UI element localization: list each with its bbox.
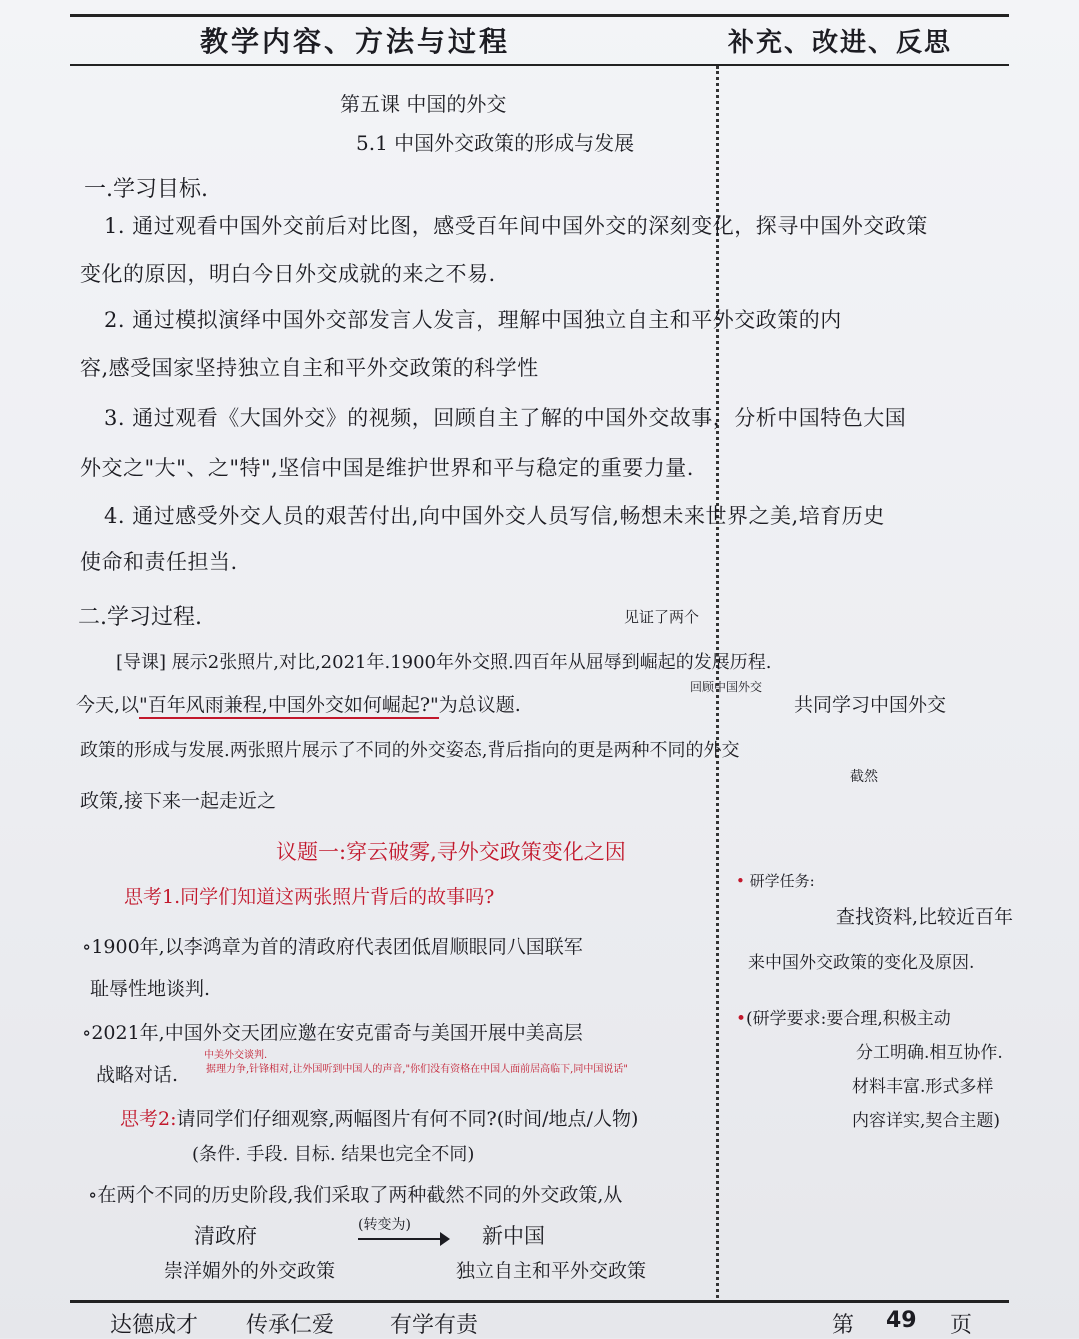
lead-line-2-end: 共同学习中国外交 — [794, 694, 947, 716]
research-task-bullet: • — [736, 872, 745, 890]
footer-slogan-1: 达德成才 — [110, 1313, 199, 1338]
objective-4-line-2: 使命和责任担当. — [80, 550, 238, 574]
bullet-policy-change-text: 在两个不同的历史阶段,我们采取了两种截然不同的外交政策,从 — [97, 1184, 623, 1206]
footer-page-prefix: 第 — [832, 1313, 855, 1338]
think-1-text: 思考1.同学们知道这两张照片背后的故事吗? — [124, 886, 495, 908]
objective-1-line-1: 1. 通过观看中国外交前后对比图，感受百年间中国外交的深刻变化，探寻中国外交政策 — [104, 214, 928, 238]
objective-1-line-2: 变化的原因，明白今日外交成就的来之不易. — [80, 262, 496, 286]
bullet-2021-text: 2021年,中国外交天团应邀在安克雷奇与美国开展中美高层 — [91, 1022, 583, 1044]
lesson-subtitle: 5.1 中国外交政策的形成与发展 — [356, 131, 635, 155]
think-2-answer: (条件. 手段. 目标. 结果也完全不同) — [192, 1144, 475, 1165]
lead-line-2-suffix: 为总议题. — [438, 694, 521, 716]
research-req-line-4: 内容详实,契合主题) — [852, 1111, 1001, 1131]
arrow-label: (转变为) — [358, 1217, 411, 1233]
bullet-1900-line-2: 耻辱性地谈判. — [90, 978, 211, 1000]
bullet-2021-annotation: 据理力争,针锋相对,让外国听到中国人的声音,"你们没有资格在中国人面前居高临下,同中国说话" — [206, 1064, 628, 1075]
transition-arrow-line — [358, 1238, 444, 1240]
objective-3-line-2: 外交之"大"、之"特",坚信中国是维护世界和平与稳定的重要力量. — [80, 456, 694, 480]
research-task-line-1: 查找资料,比较近百年 — [836, 906, 1014, 928]
footer-rule — [70, 1300, 1009, 1303]
bullet-2021-line-2: 战略对话. — [96, 1064, 179, 1086]
lead-line-2 — [76, 690, 521, 717]
footer-page-number: 49 — [886, 1308, 917, 1333]
margin-note-witness: 见证了两个 — [624, 608, 700, 626]
objective-2-line-1: 2. 通过模拟演绎中国外交部发言人发言，理解中国独立自主和平外交政策的内 — [104, 308, 842, 332]
header-left-title: 教学内容、方法与过程 — [200, 25, 511, 58]
left-government: 清政府 — [194, 1224, 257, 1248]
lead-line-4: 政策,接下来一起走近之 — [80, 790, 277, 812]
header-right-title: 补充、改进、反思 — [728, 28, 953, 58]
transition-arrow-head — [440, 1232, 450, 1246]
footer-slogan-3: 有学有责 — [390, 1313, 479, 1338]
header-top-rule — [70, 14, 1009, 17]
lesson-title: 第五课 中国的外交 — [340, 92, 507, 116]
right-policy: 独立自主和平外交政策 — [456, 1260, 647, 1282]
research-req-line-3: 材料丰富.形式多样 — [852, 1077, 994, 1097]
objective-3-line-1: 3. 通过观看《大国外交》的视频，回顾自主了解的中国外交故事，分析中国特色大国 — [104, 406, 907, 430]
objective-2-line-2: 容,感受国家坚持独立自主和平外交政策的科学性 — [80, 356, 539, 380]
lead-line-1: [导课] 展示2张照片,对比,2021年.1900年外交照.四百年从屈辱到崛起的发展历程. — [116, 652, 772, 673]
bullet-2021-line-1: ∘2021年,中国外交天团应邀在安克雷奇与美国开展中美高层 — [82, 1022, 583, 1044]
think-1 — [124, 882, 494, 909]
bullet-1900-text: 1900年,以李鸿章为首的清政府代表团低眉顺眼同八国联军 — [91, 936, 583, 958]
footer-page-suffix: 页 — [950, 1313, 973, 1338]
process-heading: 二.学习过程. — [78, 605, 202, 630]
objective-4-line-1: 4. 通过感受外交人员的艰苦付出,向中国外交人员写信,畅想未来世界之美,培育历史 — [104, 504, 885, 528]
lead-insertion: 截然 — [850, 769, 878, 785]
bullet-1900-line-1: ∘1900年,以李鸿章为首的清政府代表团低眉顺眼同八国联军 — [82, 936, 583, 958]
research-task-heading — [736, 870, 815, 891]
objectives-heading: 一.学习目标. — [84, 177, 208, 202]
bullet-2021-annotation-top: 中美外交谈判. — [204, 1050, 268, 1061]
left-policy: 崇洋媚外的外交政策 — [164, 1260, 336, 1282]
think-2-label: 思考2: — [120, 1108, 177, 1130]
research-task-heading-text: 研学任务: — [749, 872, 815, 890]
header-bottom-rule — [70, 64, 1009, 66]
think-2 — [120, 1104, 638, 1131]
research-task-line-2: 来中国外交政策的变化及原因. — [748, 953, 975, 973]
research-req-line-1-text: (研学要求:要合理,积极主动 — [746, 1009, 951, 1029]
research-req-line-2: 分工明确.相互协作. — [856, 1043, 1003, 1063]
bullet-policy-change: ∘在两个不同的历史阶段,我们采取了两种截然不同的外交政策,从 — [88, 1184, 623, 1206]
lead-line-2-prefix: 今天,以 — [76, 694, 140, 716]
topic-1-title: 议题一:穿云破雾,寻外交政策变化之因 — [276, 840, 626, 864]
footer-slogan-2: 传承仁爱 — [246, 1313, 335, 1338]
think-2-text: 请同学们仔细观察,两幅图片有何不同?(时间/地点/人物) — [176, 1108, 639, 1130]
research-req-bullet: • — [736, 1009, 747, 1029]
right-government: 新中国 — [482, 1224, 545, 1248]
lead-line-3: 政策的形成与发展.两张照片展示了不同的外交姿态,背后指向的更是两种不同的外交 — [80, 740, 740, 761]
lead-margin-note: 回顾中国外交 — [690, 680, 763, 694]
research-req-line-1 — [736, 1004, 951, 1029]
overall-topic-question: "百年风雨兼程,中国外交如何崛起?" — [139, 694, 439, 719]
